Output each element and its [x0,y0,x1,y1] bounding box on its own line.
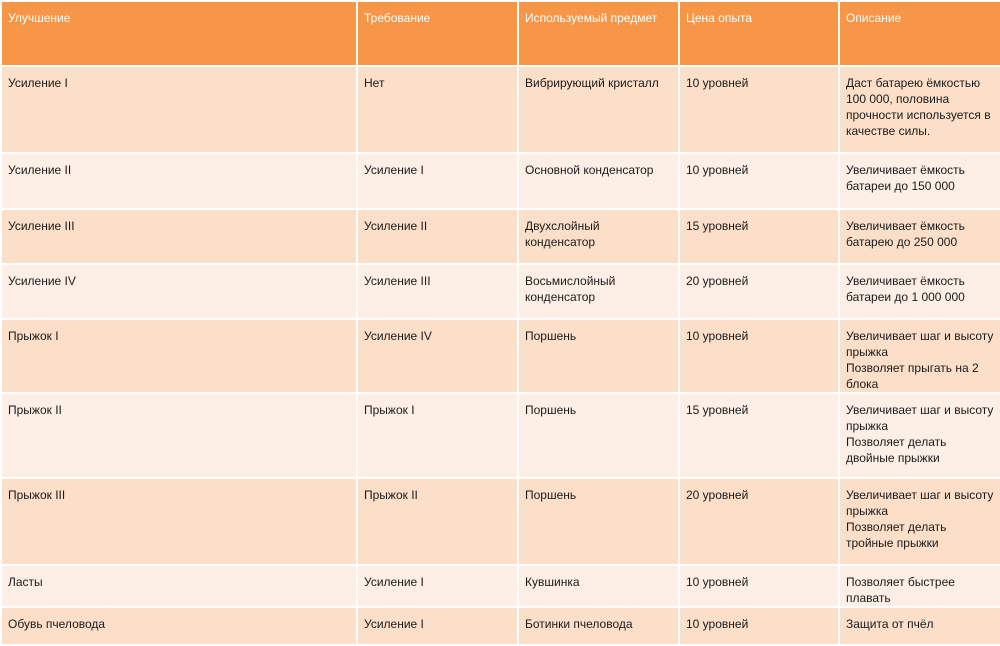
table-row [1,153,1000,209]
cell-xp-cost: 10 уровней [679,66,839,153]
cell-upgrade: Усиление III [1,209,357,264]
cell-xp-cost: 15 уровней [679,393,839,478]
table-row [1,565,1000,607]
cell-upgrade: Обувь пчеловода [1,607,357,645]
table-row [1,478,1000,565]
cell-requirement: Усиление I [357,565,518,607]
cell-requirement: Усиление II [357,209,518,264]
cell-description: Увеличивает шаг и высоту прыжка Позволяет делать двойные прыжки [839,393,1000,478]
cell-xp-cost: 20 уровней [679,264,839,319]
table-row [1,66,1000,153]
cell-requirement: Усиление IV [357,319,518,393]
cell-item: Вибрирующий кристалл [518,66,679,153]
cell-xp-cost: 10 уровней [679,319,839,393]
cell-xp-cost: 15 уровней [679,209,839,264]
cell-item: Поршень [518,319,679,393]
cell-requirement: Усиление III [357,264,518,319]
cell-upgrade: Прыжок II [1,393,357,478]
cell-requirement: Нет [357,66,518,153]
cell-description: Даст батарею ёмкостью 100 000, половина прочности используется в качестве силы. [839,66,1000,153]
cell-requirement: Прыжок II [357,478,518,565]
cell-requirement: Усиление I [357,153,518,209]
cell-description: Увеличивает шаг и высоту прыжка Позволяет прыгать на 2 блока [839,319,1000,393]
cell-description: Увеличивает ёмкость батареи до 1 000 000 [839,264,1000,319]
cell-upgrade: Прыжок III [1,478,357,565]
cell-upgrade: Ласты [1,565,357,607]
cell-item: Поршень [518,478,679,565]
header-upgrade: Улучшение [1,1,357,66]
cell-requirement: Прыжок I [357,393,518,478]
cell-item: Двухслойный конденсатор [518,209,679,264]
cell-item: Ботинки пчеловода [518,607,679,645]
cell-description: Позволяет быстрее плавать [839,565,1000,607]
cell-description: Увеличивает ёмкость батарею до 250 000 [839,209,1000,264]
cell-item: Кувшинка [518,565,679,607]
cell-upgrade: Прыжок I [1,319,357,393]
header-row [1,1,1000,66]
cell-item: Восьмислойный конденсатор [518,264,679,319]
cell-xp-cost: 10 уровней [679,607,839,645]
table-row [1,209,1000,264]
cell-description: Увеличивает шаг и высоту прыжка Позволяет делать тройные прыжки [839,478,1000,565]
table-row [1,264,1000,319]
cell-upgrade: Усиление IV [1,264,357,319]
cell-upgrade: Усиление II [1,153,357,209]
table-row [1,319,1000,393]
cell-requirement: Усиление I [357,607,518,645]
cell-xp-cost: 10 уровней [679,153,839,209]
cell-xp-cost: 20 уровней [679,478,839,565]
header-description: Описание [839,1,1000,66]
header-item: Используемый предмет [518,1,679,66]
cell-description: Защита от пчёл [839,607,1000,645]
cell-item: Основной конденсатор [518,153,679,209]
cell-upgrade: Усиление I [1,66,357,153]
cell-item: Поршень [518,393,679,478]
cell-description: Увеличивает ёмкость батареи до 150 000 [839,153,1000,209]
table-row [1,393,1000,478]
cell-xp-cost: 10 уровней [679,565,839,607]
table-row [1,607,1000,645]
header-xp-cost: Цена опыта [679,1,839,66]
header-requirement: Требование [357,1,518,66]
